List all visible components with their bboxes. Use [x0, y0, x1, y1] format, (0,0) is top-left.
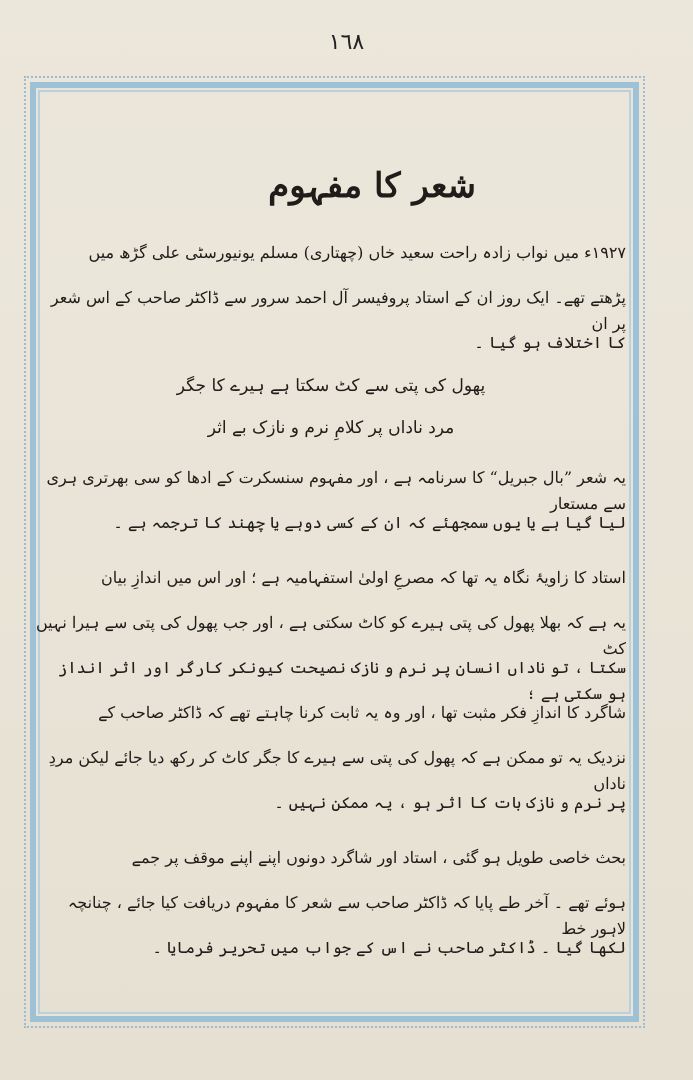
paragraph-line: ہوئے تھے ۔ آخر طے پایا کہ ڈاکٹر صاحب سے شعر کا مفہوم دریافت کیا جائے ، چنانچہ لاہور خط: [67, 893, 626, 938]
paragraph-line: لیا گیا ہے یا یوں سمجھئے کہ ان کے کسی دوہے یا چھند کا ترجمہ ہے ۔: [113, 513, 626, 532]
paragraph-line: یہ شعر ”بال جبریل“ کا سرنامہ ہے ، اور مفہوم سنسکرت کے ادھا کو سی بھرتری ہری سے مستعار: [46, 468, 626, 513]
paragraph-line: پر نرم و نازک بات کا اثر ہو ، یہ ممکن نہیں ۔: [274, 793, 626, 812]
paragraph-line: یہ ہے کہ بھلا پھول کی پتی ہیرے کو کاٹ سکتی ہے ، اور جب پھول کی پتی سے ہیرا نہیں کٹ: [36, 613, 626, 658]
paragraph-line: شاگرد کا اندازِ فکر مثبت تھا ، اور وہ یہ ثابت کرنا چاہتے تھے کہ ڈاکٹر صاحب کے: [98, 703, 626, 722]
paragraph-line: نزدیک یہ تو ممکن ہے کہ پھول کی پتی سے ہیرے کا جگر کاٹ کر رکھ دیا جائے لیکن مردِ ناداں: [48, 748, 626, 793]
paragraph-line: سکتا ، تو ناداں انسان پر نرم و نازک نصیحت کیونکر کارگر اور اثر انداز ہو سکتی ہے ؛: [57, 658, 626, 703]
page-title: شعر کا مفہوم: [268, 166, 476, 206]
page-content: [36, 165, 626, 985]
paragraph-line: بحث خاصی طویل ہو گئی ، استاد اور شاگرد دونوں اپنے اپنے موقف پر جمے: [131, 848, 626, 867]
verse-line: مرد ناداں پر کلامِ نرم و نازک بے اثر: [207, 418, 455, 438]
paragraph-line: پڑھتے تھے۔ ایک روز ان کے استاد پروفیسر آل احمد سرور سے ڈاکٹر صاحب کے اس شعر پر ان: [50, 288, 626, 333]
paragraph-line: کا اختلاف ہو گیا ۔: [474, 333, 626, 352]
paragraph-line: استاد کا زاویۂ نگاہ یہ تھا کہ مصرعِ اولیٰ استفہامیہ ہے ؛ اور اس میں اندازِ بیان: [101, 568, 626, 587]
verse-line: پھول کی پتی سے کٹ سکتا ہے ہیرے کا جگر: [176, 376, 486, 396]
paragraph-line: لکھا گیا ۔ ڈاکٹر صاحب نے اس کے جواب میں تحریر فرمایا ۔: [152, 938, 626, 957]
page-number: ١٦٨: [328, 30, 365, 55]
paragraph-line: ۱۹۲۷ء میں نواب زادہ راحت سعید خاں (چھتاری) مسلم یونیورسٹی علی گڑھ میں: [88, 243, 626, 262]
